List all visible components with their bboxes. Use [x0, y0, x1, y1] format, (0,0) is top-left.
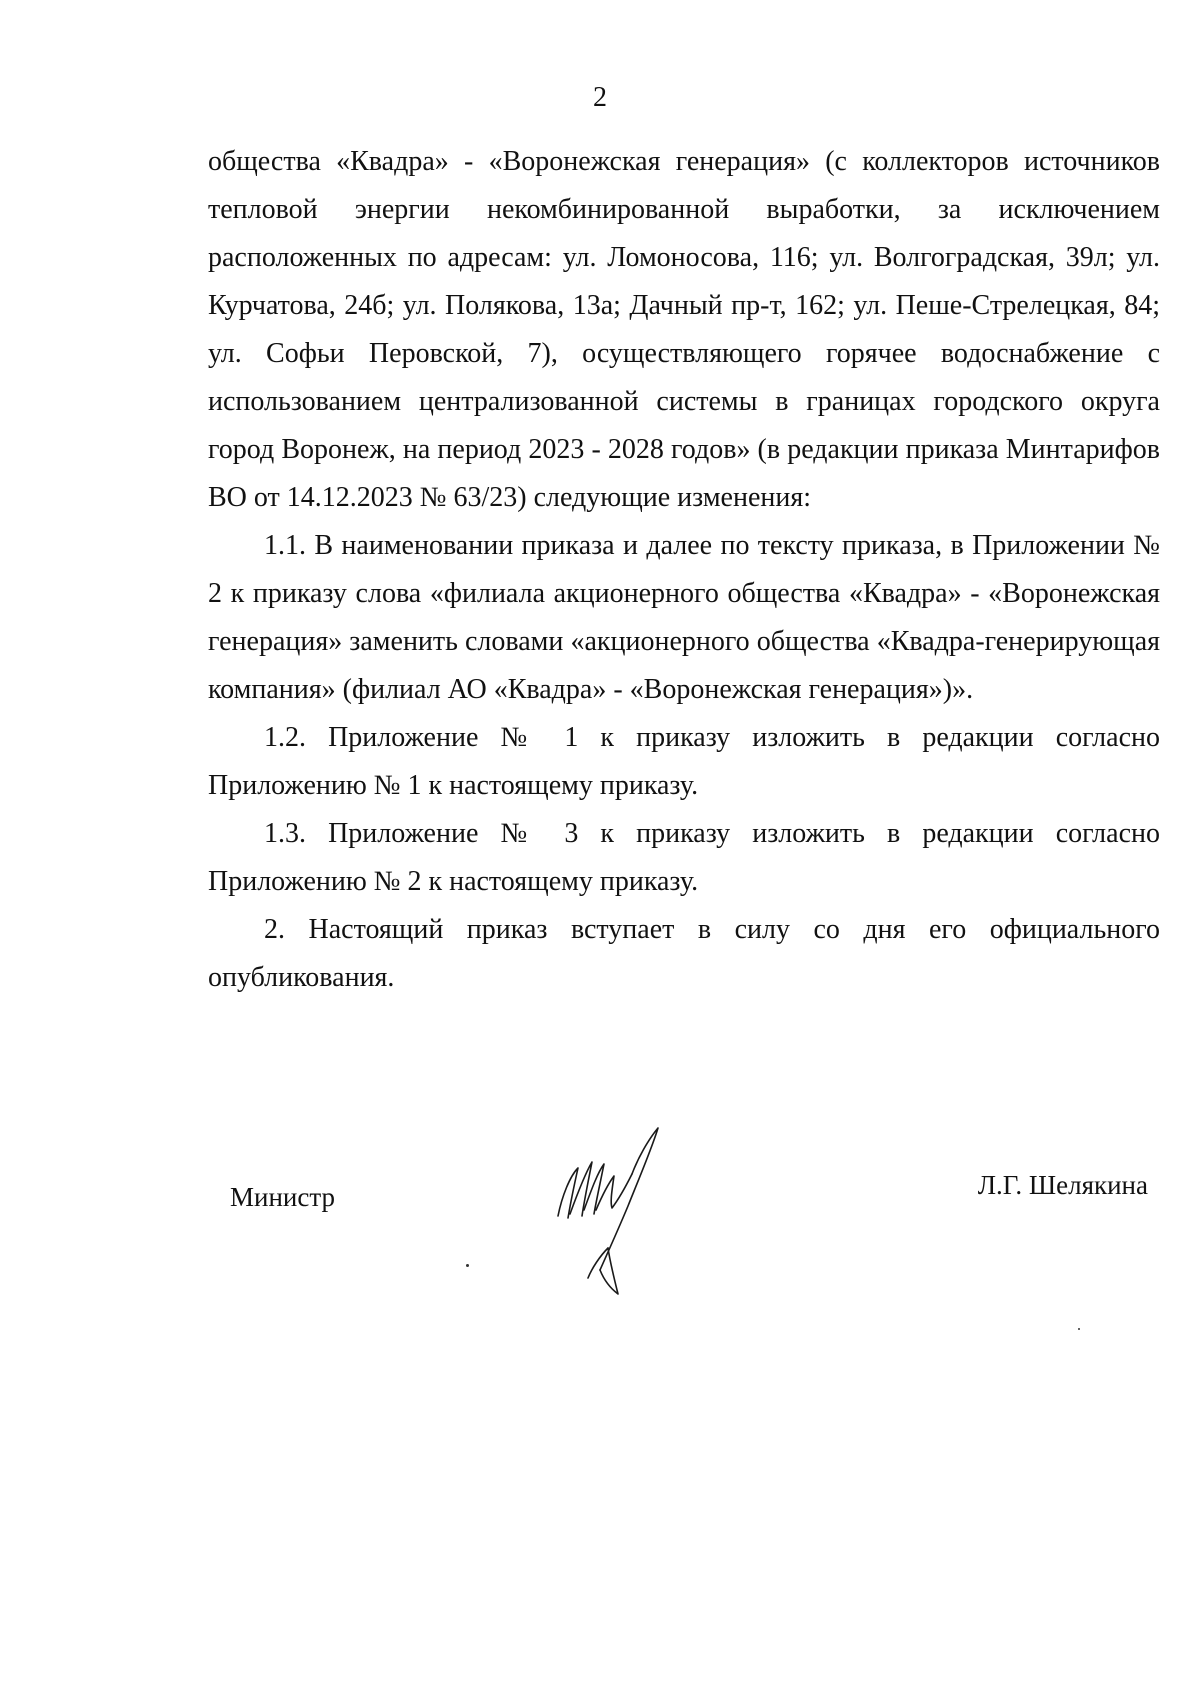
- signature-block: [0, 1106, 1200, 1306]
- paragraph-item-1-3: 1.3. Приложение № 3 к приказу изложить в редакции согласно Приложению № 2 к настоящему приказу.: [208, 818, 1160, 897]
- signer-name: Л.Г. Шелякина: [977, 1170, 1148, 1200]
- paragraph-item-1-1: 1.1. В наименовании приказа и далее по тексту приказа, в Приложении № 2 к приказу слова «филиала акционерного общества «Квадра» - «Воронежская генерация» заменить словами «акционерного общества «Квадра-генерирующая компания» (филиал АО «Квадра» - «Воронежская генерация»)».: [208, 530, 1160, 705]
- paragraph-item-2: 2. Настоящий приказ вступает в силу со дня его официального опубликования.: [208, 914, 1160, 993]
- page-number: 2: [593, 82, 607, 113]
- scan-speck: [1078, 1328, 1080, 1330]
- handwritten-signature: [548, 1106, 678, 1306]
- paragraph-item-1-2: 1.2. Приложение № 1 к приказу изложить в редакции согласно Приложению № 1 к настоящему приказу.: [208, 722, 1160, 801]
- scan-speck: [466, 1264, 469, 1267]
- document-body: [208, 138, 1160, 1002]
- signer-position: Министр: [230, 1182, 335, 1212]
- paragraph-continuation: общества «Квадра» - «Воронежская генерация» (с коллекторов источников тепловой энергии некомбинированной выработки, за исключением расположенных по адресам: ул. Ломоносова, 116; ул. Волгоградская, 39л; ул. Курчатова, 24б; ул. Полякова, 13а; Дачный пр-т, 162; ул. Пеше-Стрелецкая, 84; ул. Софьи Перовской, 7), осуществляющего горячее водоснабжение с использованием централизованной системы в границах городского округа город Воронеж, на период 2023 - 2028 годов» (в редакции приказа Минтарифов ВО от 14.12.2023 № 63/23) следующие изменения:: [208, 146, 1160, 513]
